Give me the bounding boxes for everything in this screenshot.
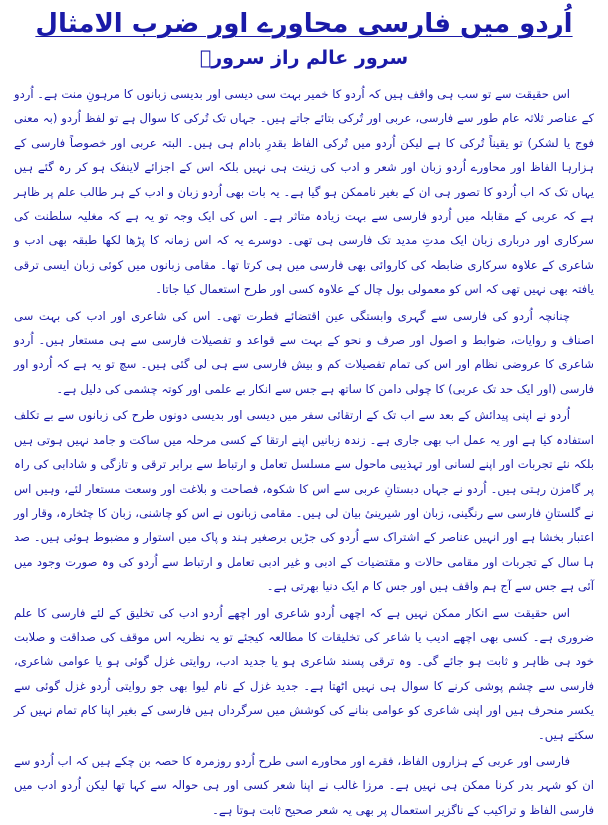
paragraph: اس حقیقت سے انکار ممکن نہیں ہے کہ اچھی اُردو شاعری اور اچھے اُردو ادب کی تخلیق کے لئے فارسی کا علم ضروری ہے۔ کسی بھی اچھے ادیب یا شاعر کی تخلیقات کا مطالعہ کیجئے تو یہ نظریہ اس موقف کی صداقت و صلابت خود ہی ظاہر و ثابت ہو جائے گی۔ وہ ترقی پسند شاعری ہو یا جدید ادب، روایتی غزل گوئی ہو یا عوامی شاعری، فارسی سے چشم پوشی کرنے کا سوال ہی نہیں اٹھتا ہے۔ جدید غزل کے نام لیوا بھی جو روایتی اُردو غزل گوئی سے یکسر منحرف ہیں اور اپنی شاعری کو عوامی بنانے کی کوشش میں سرگرداں ہیں فارسی کے بغیر اپنا کام تمام نہیں کر سکتے ہیں۔	[14, 605, 594, 742]
paragraph: اس حقیقت سے تو سب ہی واقف ہیں کہ اُردو کا خمیر بہت سی دیسی اور بدیسی زبانوں کا مرہونِ منت ہے۔ اُردو کے عناصر ثلاثہ عام طور سے فارسی، عربی اور تُرکی بتائے جاتے ہیں۔ جہاں تک تُرکی کا سوال ہے تو لفظ اُردو (بہ معنی فوج یا لشکر) تو یقیناً تُرکی کا ہے لیکن اُردو میں تُرکی الفاظ بقدرِ بادام ہی ہیں۔ البتہ عربی اور خصوصاً فارسی کے ہزارہا الفاظ اور محاورے اُردو زبان اور شعر و ادب کی زینت ہی نہیں بلکہ اس کے اجزائے لاینفک ہو کر رہ گئے ہیں یہاں تک کہ اب اُردو کا تصور ہی ان کے بغیر ناممکن ہو گیا ہے۔ یہ بات بھی اُردو زبان و ادب کے ہر طالب علم پر ظاہر ہے کہ عربی کے مقابلہ میں اُردو فارسی سے بہت زیادہ متاثر ہے۔ اس کی ایک وجہ تو یہ ہے کہ مغلیہ سلطنت کی سرکاری اور درباری زبان ایک مدتِ مدید تک فارسی ہی تھی۔ دوسرے یہ کہ اس زمانہ کا پڑھا لکھا طبقہ بھی ادب و شاعری کے علاوہ سرکاری ضابطہ کی کاروائی بھی فارسی میں ہی کرتا تھا۔ مقامی زبانوں میں کوئی زبان ایسی ترقی یافتہ بھی نہیں تھی کہ اس کو معمولی بول چال کے علاوہ کسی اور طرح استعمال کیا جاتا۔	[14, 87, 594, 297]
paragraph: چنانچہ اُردو کی فارسی سے گہری وابستگی عین اقتضائے فطرت تھی۔ اس کی شاعری اور ادب کی بہت سی اصناف و روایات، ضوابط و اصول اور صرف و نحو کے بہت سے قواعد و تفصیلات فارسی سے ہی مستعار ہیں۔ اُردو شاعری کا عروضی نظام اور اس کی تمام تفصیلات کم و بیش فارسی سے ہی لی گئی ہیں۔ سچ تو یہ ہے کہ اُردو اور فارسی (اور ایک حد تک عربی) کا چولی دامن کا ساتھ ہے جس سے انکار بے علمی اور کوتہ چشمی کی دلیل ہے۔	[14, 308, 594, 396]
page-title: اُردو میں فارسی محاورے اور ضرب الامثال	[35, 9, 573, 39]
paragraph: اُردو نے اپنی پیدائش کے بعد سے اب تک کے ارتقائی سفر میں دیسی اور بدیسی دونوں طرح کی زبانوں سے بے تکلف استفادہ کیا ہے اور یہ عمل اب بھی جاری ہے۔ زندہ زبانیں اپنے ارتقا کے کسی مرحلہ میں ساکت و جامد نہیں ہوتی ہیں بلکہ نئے تجربات اور اپنے لسانی اور تہذیبی ماحول سے مسلسل تعامل و ارتباط سے برابر ترقی و تازگی و شادابی کی راہ پر گامزن رہتی ہیں۔ اُردو نے جہاں دبستانِ عربی سے اس کا شکوہ، فصاحت و بلاغت اور وسعت مستعار لئے، وہیں اس نے گلستانِ فارسی سے رنگینی، زبان اور شیرینیٔ بیان لی ہیں۔ مقامی زبانوں نے اس کو چاشنی، زبان کا چٹخارہ، وقار اور اعتبار بخشا ہے اور انہیں عناصر کے اشتراک سے اُردو کی جڑیں برصغیر ہند و پاک میں استوار و مضبوط ہوئی ہیں۔ صد ہا سال کے تجربات اور مقامی حالات و مقتضیات کے ادبی و غیر ادبی تعامل و ارتباط سے اُردو کی وہ صورت وجود میں آئی ہے جس سے آج ہم واقف ہیں اور جس کا م ایک دنیا بھرتی ہے۔	[14, 408, 594, 594]
paragraph: فارسی اور عربی کے ہزاروں الفاظ، فقرے اور محاورے اسی طرح اُردو روزمرہ کا حصہ بن چکے ہیں کہ اب اُردو سے ان کو شہر بدر کرنا ممکن ہی نہیں ہے۔ مرزا غالب نے اپنا شعر کسی اور ہی حوالہ سے کہا تھا لیکن اُردو ادب میں فارسی الفاظ و تراکیب کے ناگزیر استعمال پر بھی یہ شعر صحیح ثابت ہوتا ہے۔	[14, 753, 594, 817]
author-name: سرور عالم راز سرورؔ	[199, 47, 409, 69]
article-body	[14, 82, 594, 822]
